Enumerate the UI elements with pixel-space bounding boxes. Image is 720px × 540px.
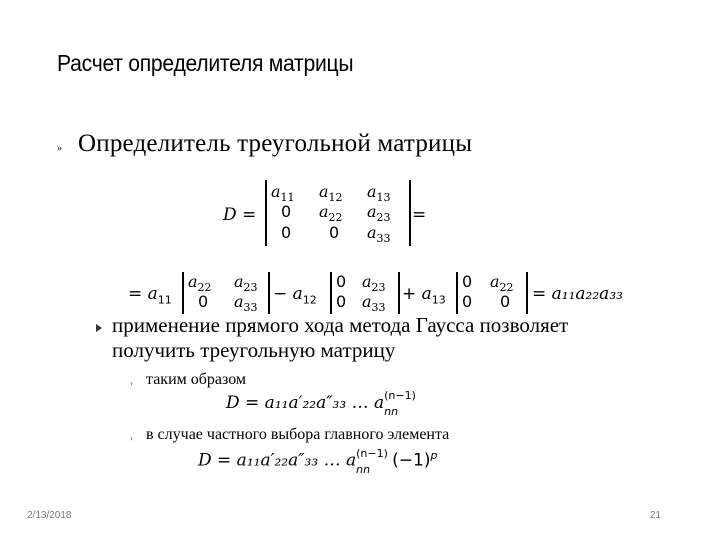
f2-plus: + $a_{13}$	[402, 284, 446, 307]
m-r0c0: $a_{11}$	[271, 182, 295, 205]
minor-3	[456, 272, 528, 314]
m1-r1c0: 0	[198, 292, 209, 311]
m-r0c2: $a_{13}$	[367, 182, 391, 205]
m-r2c0: 0	[281, 223, 292, 242]
footer-date: 2/13/2018	[27, 510, 72, 521]
m2-r0c1: $a_{23}$	[362, 272, 386, 295]
m-r1c0: 0	[281, 202, 292, 221]
triangle-bullet-icon	[96, 324, 102, 332]
m-r2c2: $a_{33}$	[367, 223, 391, 246]
m2-r1c0: 0	[336, 292, 347, 311]
m2-r1c1: $a_{33}$	[362, 292, 386, 315]
m1-r1c1: $a_{33}$	[234, 292, 258, 315]
m1-r0c1: $a_{23}$	[234, 272, 258, 295]
m-r2c1: 0	[329, 223, 340, 242]
sub-point-1: таким образом	[146, 371, 247, 388]
f2-result: = a₁₁a₂₂a₃₃	[532, 284, 623, 304]
formula1-tail: =	[412, 205, 427, 225]
minor-2	[330, 272, 400, 314]
formula-3: D = a₁₁a′₂₂a″₃₃ … a (n−1) nn	[226, 389, 416, 418]
slide-title: Расчет определителя матрицы	[57, 50, 354, 76]
m3-r0c0: 0	[462, 272, 473, 291]
m3-r1c0: 0	[462, 292, 473, 311]
m3-r0c1: $a_{22}$	[490, 272, 514, 295]
heading-triangular-determinant: Определитель треугольной матрицы	[78, 130, 473, 157]
footer-page-number: 21	[650, 510, 662, 521]
sub-bullet-1: ›	[130, 378, 133, 388]
m1-r0c0: $a_{22}$	[188, 272, 212, 295]
matrix-3x3	[265, 180, 411, 246]
minor-1	[182, 272, 270, 314]
point2-line1: применение прямого хода метода Гаусса позволяет	[112, 313, 569, 337]
m2-r0c0: 0	[336, 272, 347, 291]
f2-lead: = $a_{11}$	[128, 284, 172, 307]
m-r1c2: $a_{23}$	[367, 202, 391, 225]
sub-point-2: в случае частного выбора главного элемента	[146, 426, 450, 443]
m-r1c1: $a_{22}$	[319, 202, 343, 225]
point2-line2: получить треугольную матрицу	[112, 338, 396, 362]
m-r0c1: $a_{12}$	[319, 182, 343, 205]
m3-r1c1: 0	[500, 292, 511, 311]
formula1-lhs: D =	[223, 205, 257, 225]
formula-4: D = a₁₁a′₂₂a″₃₃ … a (n−1) nn $(-1)^p$	[198, 446, 438, 476]
f2-minus: − $a_{12}$	[273, 284, 317, 307]
sub-bullet-2: ›	[130, 433, 133, 443]
bullet-1: »	[57, 143, 62, 154]
